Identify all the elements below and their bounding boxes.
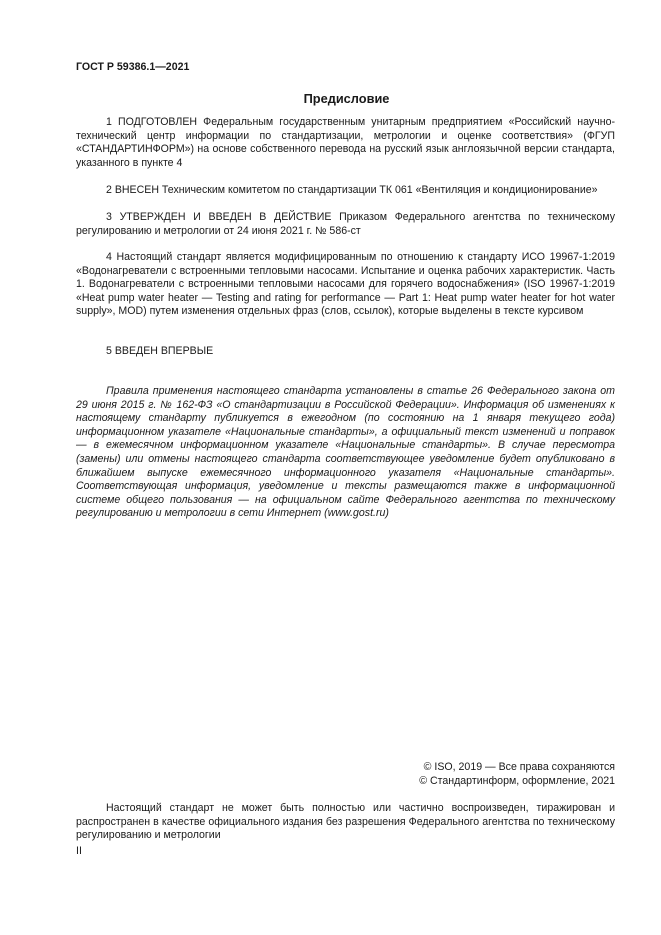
copyright-iso: © ISO, 2019 — Все права сохраняются [423, 761, 615, 773]
preface-item-submitted: 2 ВНЕСЕН Техническим комитетом по стандартизации ТК 061 «Вентиляция и кондиционирование» [106, 184, 598, 196]
preface-item-prepared: 1 ПОДГОТОВЛЕН Федеральным государственным унитарным предприятием «Российский научно-технический центр информации по стандартизации, метрологии и оценке соответствия» (ФГУП «СТАНДАРТИНФОРМ») на основе собственного перевода на русский язык англоязычной версии стандарта, указанного в пункте 4 [76, 116, 615, 169]
preface-item-approved: 3 УТВЕРЖДЕН И ВВЕДЕН В ДЕЙСТВИЕ Приказом Федерального агентства по техническому регулированию и метрологии от 24 июня 2021 г. № 586-ст [76, 211, 615, 237]
copyright-block [419, 761, 615, 788]
page-number: II [76, 845, 82, 857]
application-rules-note: Правила применения настоящего стандарта установлены в статье 26 Федерального закона от 29 июня 2015 г. № 162-ФЗ «О стандартизации в Российской Федерации». Информация об изменениях к настоящему стандарту публикуется в ежегодном (по состоянию на 1 января текущего года) информационном указателе «Национальные стандарты», а официальный текст изменений и поправок — в ежемесячном информационном указателе «Национальные стандарты». В случае пересмотра (замены) или отмены настоящего стандарта соответствующее уведомление будет опубликовано в ближайшем выпуске ежемесячного информационного указателя «Национальные стандарты». Соответствующая информация, уведомление и тексты размещаются также в информационной системе общего пользования — на официальном сайте Федерального агентства по техническому регулированию и метрологии в сети Интернет (www.gost.ru) [76, 385, 615, 520]
copyright-standartinform: © Стандартинформ, оформление, 2021 [419, 774, 615, 787]
preface-item-modified: 4 Настоящий стандарт является модифицированным по отношению к стандарту ИСО 19967-1:2019 «Водонагреватели с встроенными тепловыми насосами. Испытание и оценка рабочих характеристик. Часть 1. Водонагреватели с встроенными тепловыми насосами для горячего водоснабжения» (ISO 19967-1:2019 «Heat pump water heater — Testing and rating for performance — Part 1: Heat pump water heater for hot water supply», MOD) путем изменения отдельных фраз (слов, ссылок), которые выделены в тексте курсивом [76, 251, 615, 318]
page-title: Предисловие [303, 91, 390, 106]
reproduction-rights-notice: Настоящий стандарт не может быть полностью или частично воспроизведен, тиражирован и распространен в качестве официального издания без разрешения Федерального агентства по техническому регулированию и метрологии [76, 802, 615, 842]
preface-item-first-introduced: 5 ВВЕДЕН ВПЕРВЫЕ [106, 345, 214, 357]
document-code: ГОСТ Р 59386.1—2021 [76, 61, 190, 73]
